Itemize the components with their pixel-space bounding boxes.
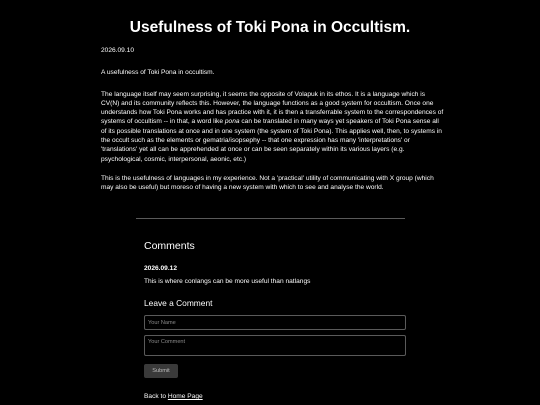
- comment-date: 2026.09.12: [144, 265, 178, 272]
- article-body: [101, 46, 445, 193]
- back-prefix: Back to: [144, 393, 168, 400]
- comments-heading: Comments: [144, 240, 195, 252]
- paragraph-text: The language itself may seem surprising, it seems the opposite of Volapuk in its ethos. It is a language which is CV(N) and its community reflects this. However, the language functions as a good system for occultism. Once one understands how Toki Pona works and has practice with it, it is then a transferrable system to the correspondences of systems of occultism -- in that, a word like: [101, 90, 444, 126]
- submit-button[interactable]: Submit: [144, 364, 178, 378]
- paragraph-text: can be translated in many ways yet speakers of Toki Pona sense all of its possible translations at once and in one system (the system of Toki Pona). This applies well, then, to systems in the occult such as the elements or gematria/isopsephy -- that one expression has many 'interpretations' or 'translations' yet all can be apprehended at once or can be seen separately within its various layers (e.g. psychological, cosmic, interpersonal, aeonic, etc.): [101, 118, 442, 163]
- comment-text: This is where conlangs can be more useful than natlangs: [144, 278, 311, 285]
- section-divider: [136, 218, 405, 219]
- post-paragraph-2: This is the usefulness of languages in my experience. Not a 'practical' utility of communicating with X group (which may also be useful) but moreso of having a new system with which to see and analyse the world.: [101, 174, 434, 192]
- post-paragraph-1: [101, 90, 445, 164]
- back-link-line: [144, 392, 203, 401]
- comment-textarea[interactable]: [144, 335, 406, 356]
- leave-comment-heading: Leave a Comment: [144, 298, 213, 308]
- page-title: Usefulness of Toki Pona in Occultism.: [129, 19, 411, 36]
- home-page-link[interactable]: Home Page: [167, 393, 203, 400]
- italic-word: pona: [224, 118, 240, 126]
- post-intro: A usefulness of Toki Pona in occultism.: [101, 69, 215, 77]
- name-input[interactable]: [144, 315, 406, 330]
- post-date: 2026.09.10: [101, 47, 135, 54]
